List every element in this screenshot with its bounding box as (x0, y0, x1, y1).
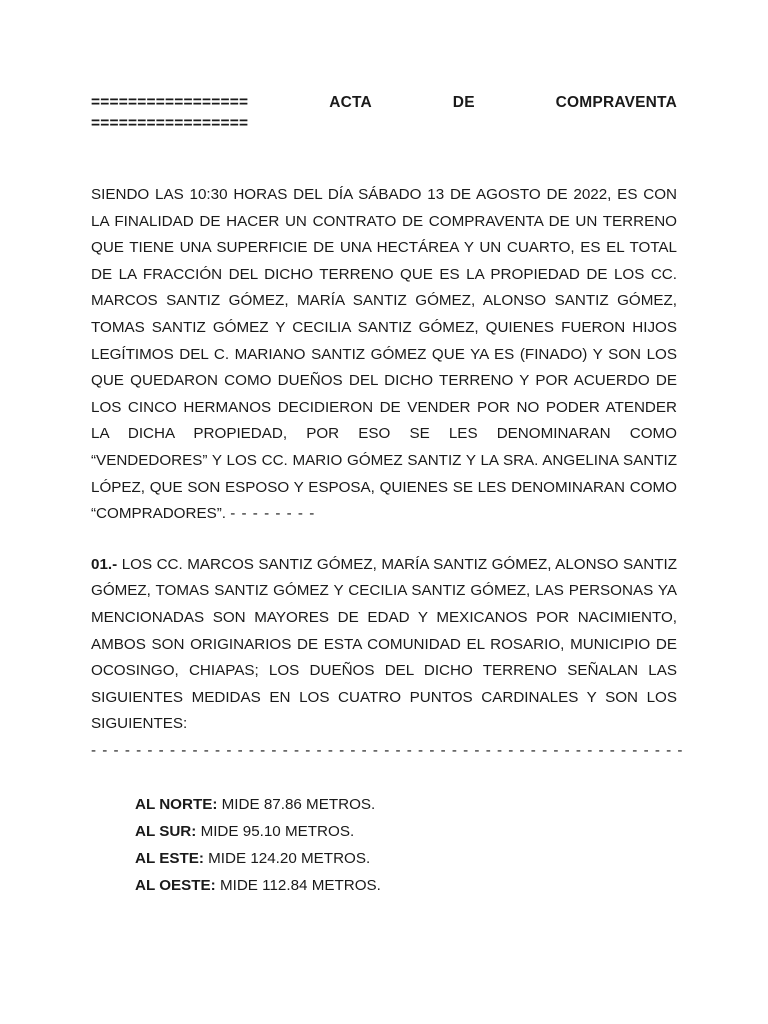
title-word-acta: ACTA (329, 94, 372, 111)
measure-label: AL OESTE: (135, 877, 216, 895)
title-word-compraventa: COMPRAVENTA (555, 94, 677, 111)
clause-01-paragraph (91, 552, 684, 765)
measure-label: AL SUR: (135, 823, 197, 841)
clause-number: 01.- (91, 555, 118, 573)
clause-01-dashes: - - - - - - - - - - - - - - - - - - - - - - - - - - - - - - - - - - - - - - - - - - - - - - - - - - - - - (91, 741, 684, 759)
measure-west (135, 872, 677, 899)
clause-01-text: LOS CC. MARCOS SANTIZ GÓMEZ, MARÍA SANTIZ GÓMEZ, ALONSO SANTIZ GÓMEZ, TOMAS SANTIZ GÓMEZ Y CECILIA SANTIZ GÓMEZ, LAS PERSONAS YA MENCIONADAS SON MAYORES DE EDAD Y MEXICANOS POR NACIMIENTO, AMBOS SON ORIGINARIOS DE ESTA COMUNIDAD EL ROSARIO, MUNICIPIO DE OCOSINGO, CHIAPAS; LOS DUEÑOS DEL DICHO TERRENO SEÑALAN LAS SIGUIENTES MEDIDAS EN LOS CUATRO PUNTOS CARDINALES Y SON LOS SIGUIENTES: (91, 555, 677, 733)
measure-value: MIDE 95.10 METROS. (200, 823, 355, 841)
measure-value: MIDE 87.86 METROS. (221, 796, 376, 814)
intro-paragraph-dashes: - - - - - - - - (230, 505, 316, 523)
measure-east (135, 845, 677, 872)
measure-value: MIDE 112.84 METROS. (219, 877, 381, 895)
intro-paragraph-text: SIENDO LAS 10:30 HORAS DEL DÍA SÁBADO 13 DE AGOSTO DE 2022, ES CON LA FINALIDAD DE HACER UN CONTRATO DE COMPRAVENTA DE UN TERRENO QUE TIENE UNA SUPERFICIE DE UNA HECTÁREA Y UN CUARTO, ES EL TOTAL DE LA FRACCIÓN DEL DICHO TERRENO QUE ES LA PROPIEDAD DE LOS CC. MARCOS SANTIZ GÓMEZ, MARÍA SANTIZ GÓMEZ, ALONSO SANTIZ GÓMEZ, TOMAS SANTIZ GÓMEZ Y CECILIA SANTIZ GÓMEZ, QUIENES FUERON HIJOS LEGÍTIMOS DEL C. MARIANO SANTIZ GÓMEZ QUE YA ES (FINADO) Y SON LOS QUE QUEDARON COMO DUEÑOS DEL DICHO TERRENO Y POR ACUERDO DE LOS CINCO HERMANOS DECIDIERON DE VENDER POR NO PODER ATENDER LA DICHA PROPIEDAD, POR ESO SE LES DENOMINARAN COMO “VENDEDORES” Y LOS CC. MARIO GÓMEZ SANTIZ Y LA SRA. ANGELINA SANTIZ LÓPEZ, QUE SON ESPOSO Y ESPOSA, QUIENES SE LES DENOMINARAN COMO “COMPRADORES”. (91, 186, 677, 523)
title-word-de: DE (452, 94, 475, 111)
measure-value: MIDE 124.20 METROS. (208, 850, 371, 868)
measure-label: AL NORTE: (135, 796, 218, 814)
measure-south (135, 818, 677, 845)
boundary-measures (91, 791, 677, 899)
document-page (91, 92, 684, 899)
intro-paragraph (91, 182, 677, 528)
document-title (91, 92, 677, 113)
title-rule-left: ================= (91, 94, 249, 111)
title-rule-below: ================= (91, 115, 249, 132)
measure-north (135, 791, 677, 818)
measure-label: AL ESTE: (135, 850, 204, 868)
